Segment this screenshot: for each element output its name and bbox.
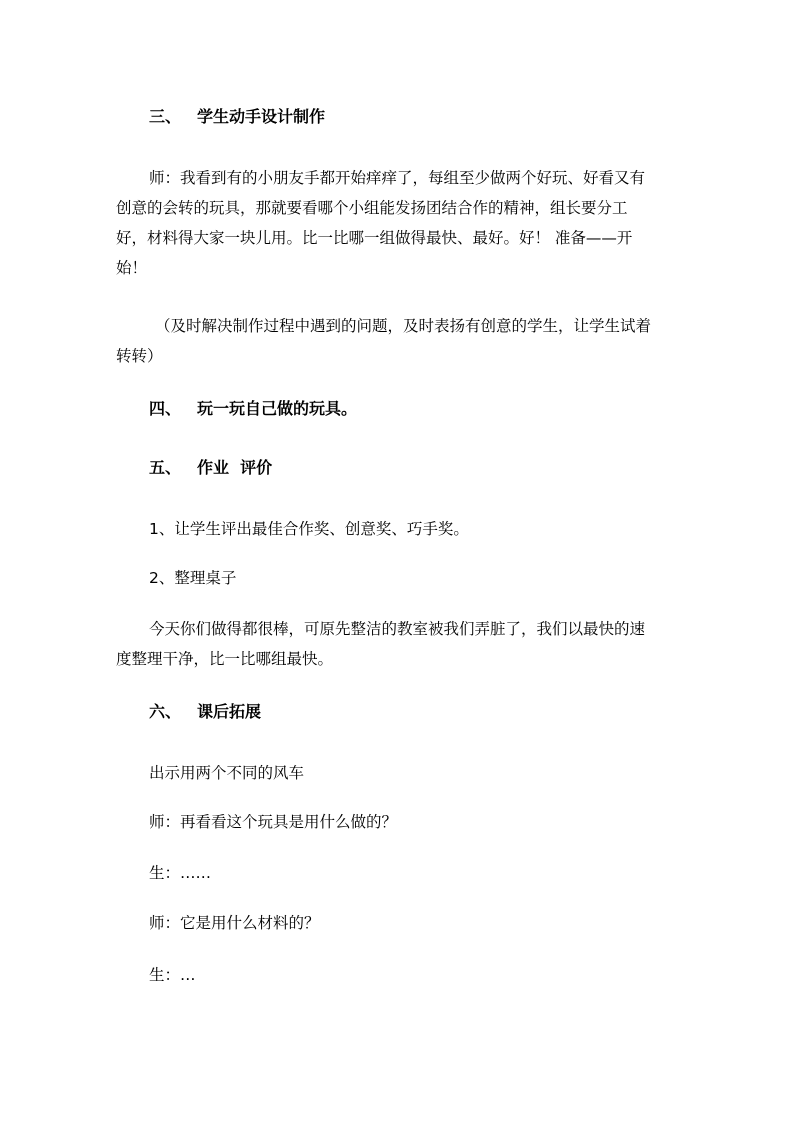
text-line: 始！ <box>116 259 148 277</box>
section-heading-5 <box>149 453 649 483</box>
section-title: 作业 评价 <box>197 458 273 477</box>
section-number: 五、 <box>149 458 182 477</box>
text-line: 度整理干净，比一比哪组最快。 <box>116 650 334 668</box>
section-heading-4 <box>149 394 649 424</box>
section-number: 六、 <box>149 702 182 721</box>
paragraph-note <box>116 311 694 371</box>
section-heading-3 <box>149 102 649 132</box>
list-item-tidy-desks: 2、整理桌子 <box>149 569 237 587</box>
section-number: 三、 <box>149 107 182 126</box>
section-number: 四、 <box>149 399 182 418</box>
text-line: 转转） <box>116 347 163 365</box>
list-item-awards: 1、让学生评出最佳合作奖、创意奖、巧手奖。 <box>149 520 469 538</box>
student-answer-2: 生：… <box>149 966 196 984</box>
section-title: 课后拓展 <box>197 702 262 721</box>
text-line: 今天你们做得都很棒，可原先整洁的教室被我们弄脏了，我们以最快的速 <box>149 620 646 638</box>
text-line: （及时解决制作过程中遇到的问题，及时表扬有创意的学生，让学生试着 <box>155 317 652 335</box>
paragraph-teacher-instruction <box>116 163 694 283</box>
section-title: 玩一玩自己做的玩具。 <box>197 399 358 418</box>
text-line: 创意的会转的玩具，那就要看哪个小组能发扬团结合作的精神，组长要分工 <box>116 199 628 217</box>
text-line: 好，材料得大家一块儿用。比一比哪一组做得最快、最好。好！ 准备——开 <box>116 229 633 247</box>
text-line: 师：我看到有的小朋友手都开始痒痒了，每组至少做两个好玩、好看又有 <box>149 169 646 187</box>
student-answer-1: 生：…… <box>149 864 212 882</box>
teacher-question-2: 师：它是用什么材料的？ <box>149 914 320 932</box>
teacher-question-1: 师：再看看这个玩具是用什么做的？ <box>149 813 398 831</box>
paragraph-cleanup <box>116 614 694 674</box>
section-heading-6 <box>149 697 649 727</box>
section-title: 学生动手设计制作 <box>197 107 326 126</box>
show-windmills-line: 出示用两个不同的风车 <box>149 764 305 782</box>
